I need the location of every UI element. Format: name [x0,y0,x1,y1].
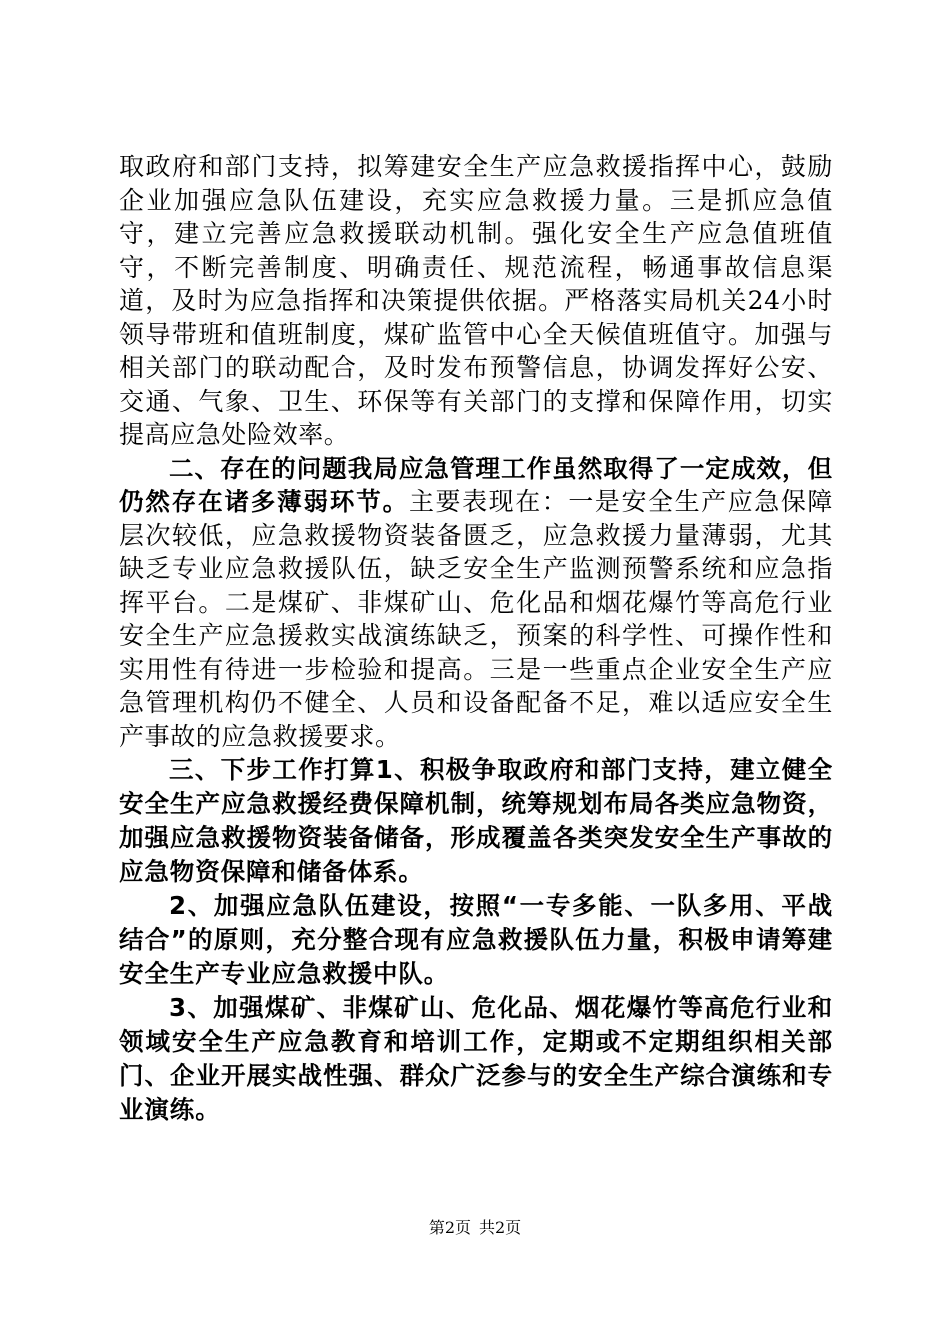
paragraph-existing-problems-body: 主要表现在：一是安全生产应急保障层次较低，应急救援物资装备匮乏，应急救援力量薄弱，尤其缺乏专业应急救援队伍，缺乏安全生产监测预警系统和应急指挥平台。二是煤矿、非煤矿山、危化品和烟花爆竹等高危行业安全生产应急援救实战演练缺乏，预案的科学性、可操作性和实用性有待进一步检验和提高。三是一些重点企业安全生产应急管理机构仍不健全、人员和设备配备不足，难以适应安全生产事故的应急救援要求。 [119,487,833,751]
paragraph-team-building: 2、加强应急队伍建设，按照“一专多能、一队多用、平战结合”的原则，充分整合现有应急救援队伍力量，积极申请筹建安全生产专业应急救援中队。 [119,891,833,988]
paragraph-emergency-duty: 取政府和部门支持，拟筹建安全生产应急救援指挥中心，鼓励企业加强应急队伍建设，充实应急救援力量。三是抓应急值守，建立完善应急救援联动机制。强化安全生产应急值班值守，不断完善制度、明确责任、规范流程，畅通事故信息渠道，及时为应急指挥和决策提供依据。严格落实局机关24小时领导带班和值班制度，煤矿监管中心全天候值班值守。加强与相关部门的联动配合，及时发布预警信息，协调发挥好公安、交通、气象、卫生、环保等有关部门的支撑和保障作用，切实提高应急处险效率。 [119,152,833,449]
paragraph-next-steps: 三、下步工作打算1、积极争取政府和部门支持，建立健全安全生产应急救援经费保障机制，统筹规划布局各类应急物资，加强应急救援物资装备储备，形成覆盖各类突发安全生产事故的应急物资保障和储备体系。 [119,755,833,886]
page-total: 共2页 [479,1218,522,1237]
paragraph-existing-problems [119,452,833,754]
page-number: 第2页 [428,1218,471,1237]
paragraph-existing-problems-heading: 二、存在的问题我局应急管理工作虽然取得了一定成效，但仍然存在诸多薄弱环节。 [119,453,833,516]
page-footer [0,1218,950,1238]
document-body [119,150,833,1127]
paragraph-training-drills: 3、加强煤矿、非煤矿山、危化品、烟花爆竹等高危行业和领域安全生产应急教育和培训工作，定期或不定期组织相关部门、企业开展实战性强、群众广泛参与的安全生产综合演练和专业演练。 [119,993,833,1124]
